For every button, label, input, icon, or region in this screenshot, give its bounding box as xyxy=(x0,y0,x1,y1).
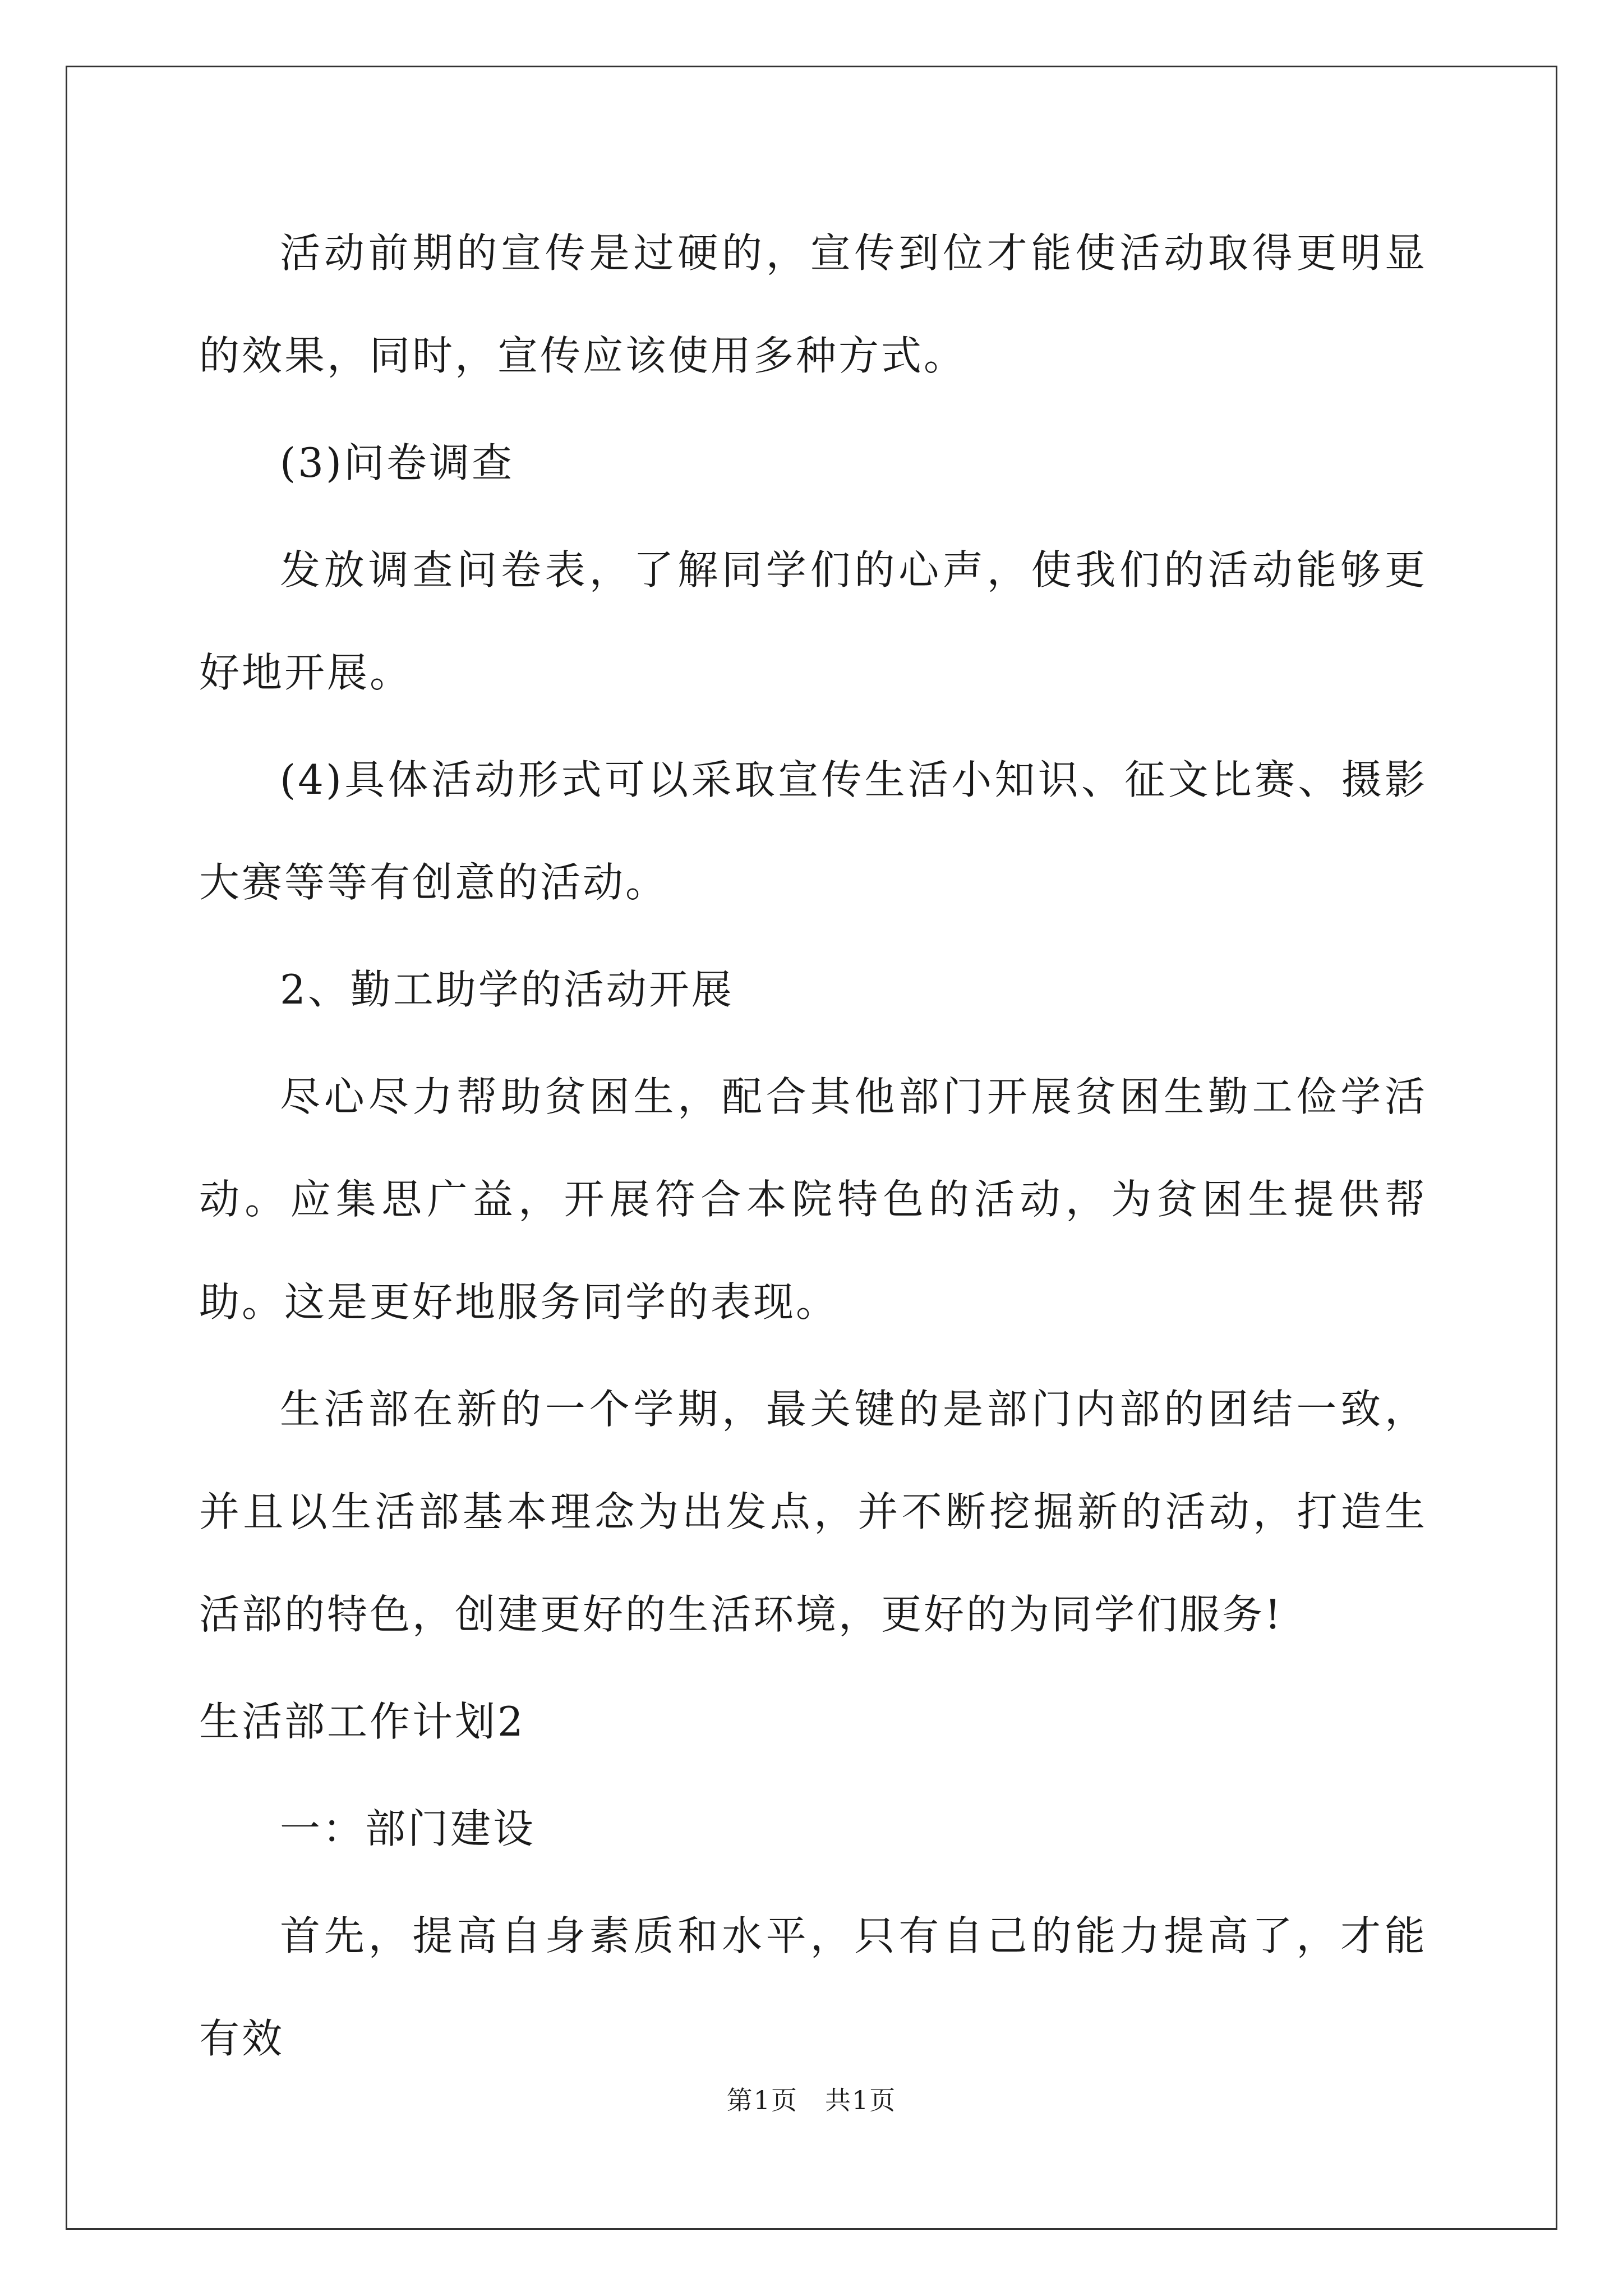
subheading: 2、勤工助学的活动开展 xyxy=(280,966,734,1013)
paragraph: 尽心尽力帮助贫困生，配合其他部门开展贫困生勤工俭学活动。应集思广益，开展符合本院特色的活动，为贫困生提供帮助。这是更好地服务同学的表现。 xyxy=(199,1073,1427,1326)
subheading: (3)问卷调查 xyxy=(280,439,514,486)
section-title: 生活部工作计划2 xyxy=(199,1698,525,1745)
subheading: 一：部门建设 xyxy=(280,1805,536,1852)
paragraph: 生活部在新的一个学期，最关键的是部门内部的团结一致，并且以生活部基本理念为出发点，并不断挖掘新的活动，打造生活部的特色，创建更好的生活环境，更好的为同学们服务! xyxy=(199,1386,1427,1638)
paragraph: 首先，提高自身素质和水平，只有自己的能力提高了，才能有效 xyxy=(199,1912,1427,2062)
page-footer: 第1页 共1页 xyxy=(726,2085,897,2115)
paragraph: (4)具体活动形式可以采取宣传生活小知识、征文比赛、摄影大赛等等有创意的活动。 xyxy=(199,756,1427,906)
document-body xyxy=(199,202,1427,2095)
paragraph: 发放调查问卷表，了解同学们的心声，使我们的活动能够更好地开展。 xyxy=(199,546,1427,696)
paragraph: 活动前期的宣传是过硬的，宣传到位才能使活动取得更明显的效果，同时，宣传应该使用多种方式。 xyxy=(199,229,1427,379)
